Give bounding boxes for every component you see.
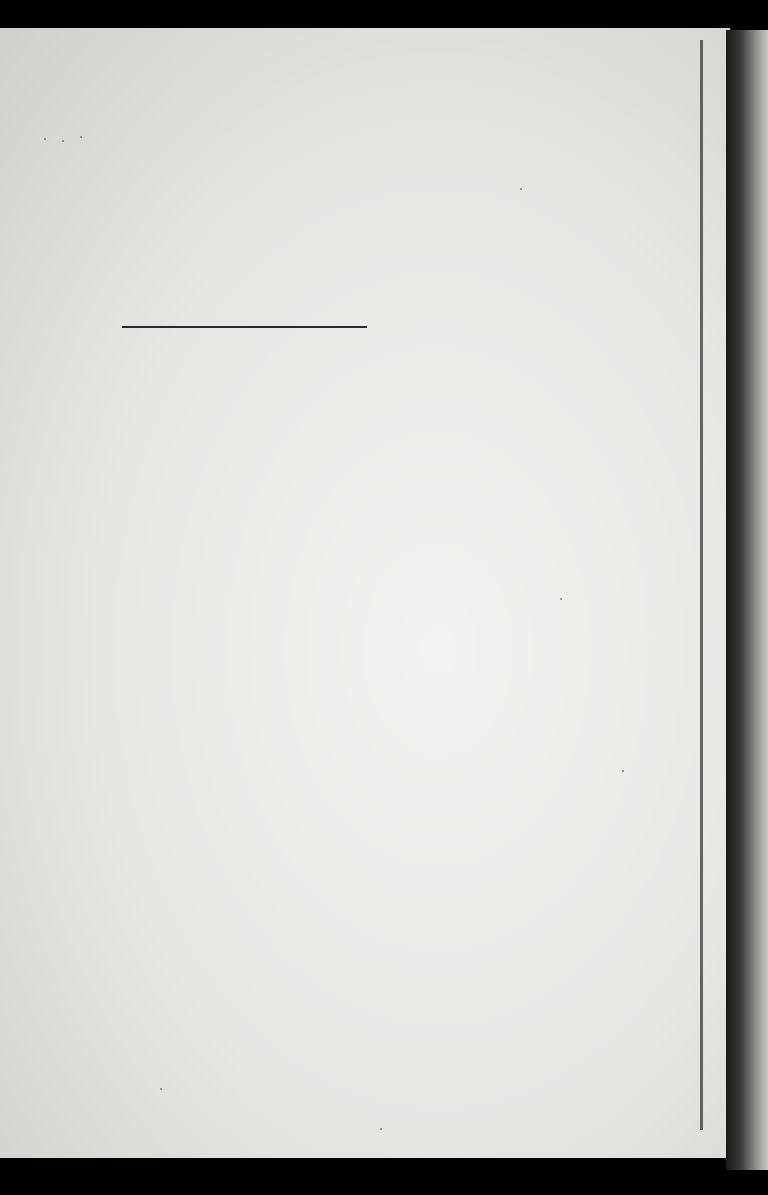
page-fold <box>700 40 703 1130</box>
margin-rule <box>122 326 367 328</box>
book-page <box>0 28 730 1158</box>
binding-shadow <box>726 30 768 1170</box>
